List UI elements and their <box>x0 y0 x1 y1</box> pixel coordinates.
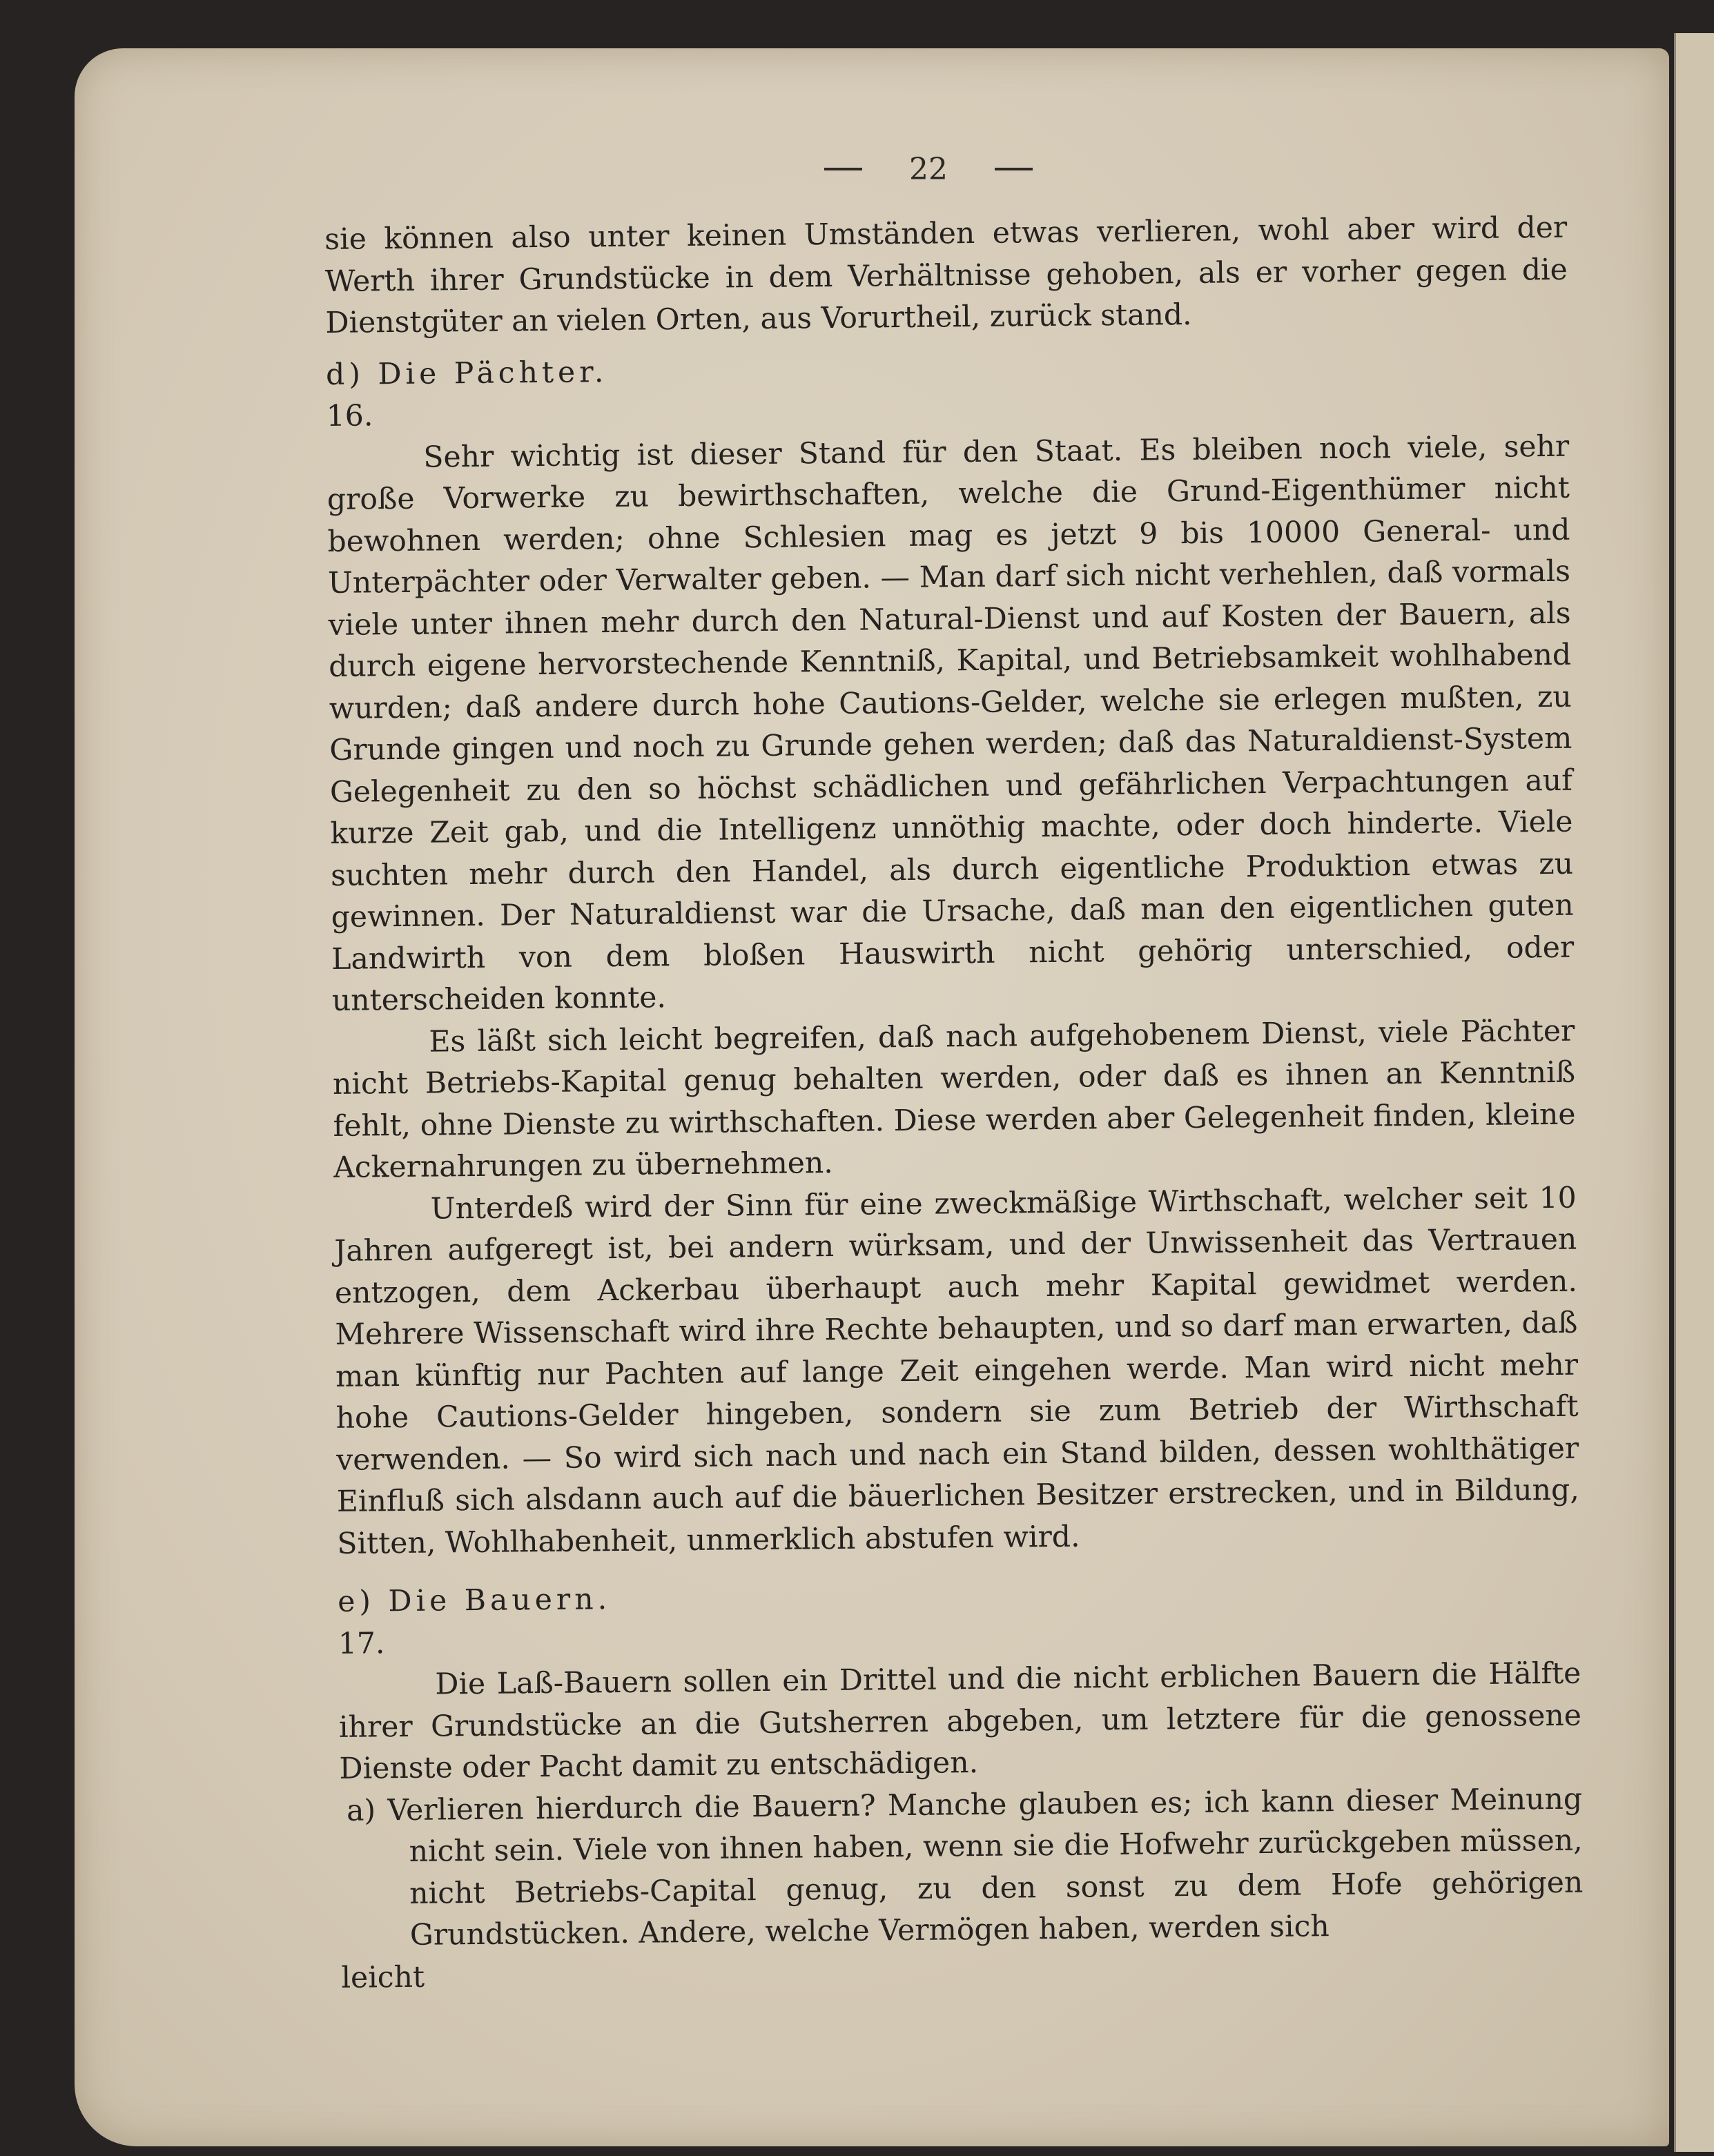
catchword: leicht <box>341 1960 425 1995</box>
section-number-17: 17. <box>338 1626 385 1661</box>
section-number-16: 16. <box>326 399 373 433</box>
top-paragraph: sie können also unter keinen Umständen etwas verlieren, wohl aber wird der Werth ihrer Grundstücke in dem Verhältnisse gehoben, als er vorher gegen die Dienstgüter an vielen Orten, aus Vorurtheil, zurück stand. <box>324 210 1568 340</box>
header-dash-left <box>824 168 862 170</box>
paragraph: Es läßt sich leicht begreifen, daß nach aufgehobenem Dienst, viele Pächter nicht Betriebs-Kapital genug behalten werden, oder daß es ihnen an Kenntniß fehlt, ohne Dienste zu wirthschaften. Diese werden aber Gelegenheit finden, kleine Ackernahrungen zu übernehmen. <box>332 1014 1576 1185</box>
paragraph: Unterdeß wird der Sinn für eine zweckmäßige Wirthschaft, welcher seit 10 Jahren aufgeregt ist, bei andern würksam, und der Unwissenheit das Vertrauen entzogen, dem Ackerbau überhaupt auch mehr Kapital gewidmet werden. Mehrere Wissenschaft wird ihre Rechte behaupten, und so darf man erwarten, daß man künftig nur Pachten auf lange Zeit eingehen werde. Man wird nicht mehr hohe Cautions-Gelder hingeben, sondern sie zum Betrieb der Wirthschaft verwenden. — So wird sich nach und nach ein Stand bilden, dessen wohlthätiger Einfluß sich alsdann auch auf die bäuerlichen Besitzer erstrecken, und in Bildung, Sitten, Wohlhabenheit, unmerklich abstufen wird. <box>334 1181 1579 1561</box>
list-item-a: a) Verlieren hierdurch die Bauern? Manche glauben es; ich kann dieser Meinung nicht sein. Viele von ihnen haben, wenn sie die Hofwehr zurückgeben müssen, nicht Betriebs-Capital genug, zu den sonst zu dem Hofe gehörigen Grundstücken. Andere, welche Vermögen haben, werden sich <box>346 1782 1584 1952</box>
next-page-edge <box>1674 33 1714 2152</box>
body-text <box>324 208 1584 1999</box>
page-header <box>777 145 1080 193</box>
paragraph: Sehr wichtig ist dieser Stand für den Staat. Es bleiben noch viele, sehr große Vorwerke zu bewirthschaften, welche die Grund-Eigenthümer nicht bewohnen werden; ohne Schlesien mag es jetzt 9 bis 10000 General- und Unterpächter oder Verwalter geben. — Man darf sich nicht verhehlen, daß vormals viele unter ihnen mehr durch den Natural-Dienst und auf Kosten der Bauern, als durch eigene hervorstechende Kenntniß, Kapital, und Betriebsamkeit wohlhabend wurden; daß andere durch hohe Cautions-Gelder, welche sie erlegen mußten, zu Grunde gingen und noch zu Grunde gehen werden; daß das Naturaldienst-System Gelegenheit zu den so höchst schädlichen und gefährlichen Verpachtungen auf kurze Zeit gab, und die Intelligenz unnöthig machte, oder doch hinderte. Viele suchten mehr durch den Handel, als durch eigentliche Produktion etwas zu gewinnen. Der Naturaldienst war die Ursache, daß man den eigentlichen guten Landwirth von dem bloßen Hauswirth nicht gehörig unterschied, oder unterscheiden konnte. <box>327 429 1575 1018</box>
section-heading-d: d) Die Pächter. <box>325 355 608 392</box>
page-number: 22 <box>909 151 948 187</box>
section-heading-e: e) Die Bauern. <box>337 1582 612 1619</box>
header-dash-right <box>995 168 1033 170</box>
paragraph: Die Laß-Bauern sollen ein Drittel und die nicht erblichen Bauern die Hälfte ihrer Grundstücke an die Gutsherren abgeben, um letztere für die genossene Dienste oder Pacht damit zu entschädigen. <box>338 1656 1582 1786</box>
